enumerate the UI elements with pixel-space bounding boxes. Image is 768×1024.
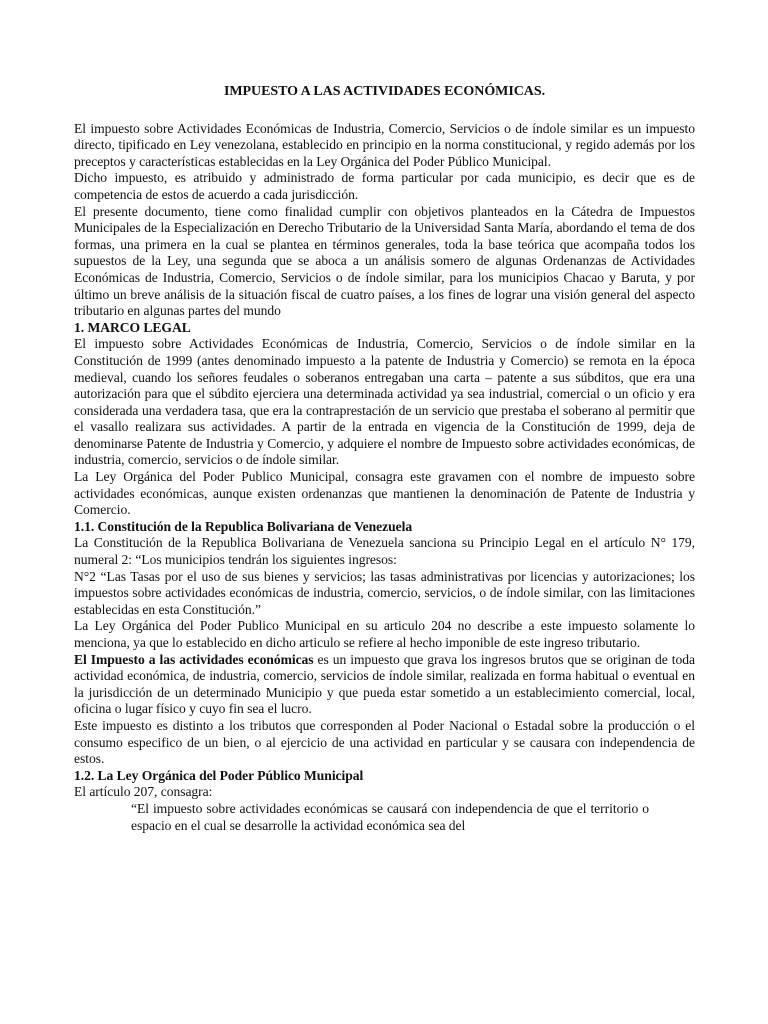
intro-paragraph-2: Dicho impuesto, es atribuido y administrado de forma particular por cada municipio, es decir que es de competencia de estos de acuerdo a cada jurisdicción. — [74, 170, 695, 202]
impuesto-definition-text: es un impuesto que grava los ingresos brutos que se originan de toda actividad económica, de industria, comercio, servicios de índole similar, realizada en forma habitual o eventual en la jurisdicción de un determinado Municipio y que pueda estar sometido a un establecimiento comercial, local, oficina o lugar físico y cuyo fin sea el lucro. — [74, 651, 695, 717]
constitucion-paragraph-5: Este impuesto es distinto a los tributos que corresponden al Poder Nacional o Estadal sobre la producción o el consumo especifico de un bien, o al ejercicio de una actividad en particular y se causara con independencia de estos. — [74, 717, 695, 767]
section-heading-ley-organica: 1.2. La Ley Orgánica del Poder Público Municipal — [74, 767, 364, 783]
section-heading-constitucion: 1.1. Constitución de la Republica Bolivariana de Venezuela — [74, 518, 413, 534]
marco-legal-paragraph-2: La Ley Orgánica del Poder Publico Municipal, consagra este gravamen con el nombre de impuesto sobre actividades económicas, aunque existen ordenanzas que mantienen la denominación de Patente de Industria y Comercio. — [74, 469, 695, 518]
ley-organica-paragraph-1: El artículo 207, consagra: — [74, 784, 213, 800]
ley-organica-quote: “El impuesto sobre actividades económicas se causará con independencia de que el territorio o espacio en el cual se desarrolle la actividad económica sea del — [131, 800, 649, 833]
intro-paragraph-1: El impuesto sobre Actividades Económicas de Industria, Comercio, Servicios o de índole similar es un impuesto directo, tipificado en Ley venezolana, establecido en principio en la norma constitucional, y regido además por los preceptos y características establecidas en la Ley Orgánica del Poder Público Municipal. — [74, 120, 695, 169]
document-title: IMPUESTO A LAS ACTIVIDADES ECONÓMICAS. — [223, 84, 546, 99]
marco-legal-paragraph-1: El impuesto sobre Actividades Económicas de Industria, Comercio, Servicios o de índole similar en la Constitución de 1999 (antes denominado impuesto a la patente de Industria y Comercio) se remota en la época medieval, cuando los señores feudales o soberanos entregaban una carta – patente a sus súbditos, que era una autorización para que el súbdito ejerciera una determinada actividad ya sea industrial, comercial o un oficio y era considerada una verdadera tasa, que era la contraprestación de un servicio que prestaba el soberano al permitir que el vasallo realizara sus actividades. A partir de la entrada en vigencia de la Constitución de 1999, deja de denominarse Patente de Industria y Comercio, y adquiere el nombre de Impuesto sobre actividades económicas, de industria, comercio, servicios o de índole similar. — [74, 336, 695, 468]
impuesto-bold-term: El Impuesto a las actividades económicas — [74, 651, 314, 667]
section-heading-marco-legal: 1. MARCO LEGAL — [74, 319, 191, 335]
intro-paragraph-3: El presente documento, tiene como finalidad cumplir con objetivos planteados en la Cátedra de Impuestos Municipales de la Especialización en Derecho Tributario de la Universidad Santa María, abordando el tema de dos formas, una primera en la cual se plantea en términos generales, toda la base teórica que acompaña todos los supuestos de la Ley, una segunda que se aboca a un análisis somero de algunas Ordenanzas de Actividades Económicas de Industria, Comercio, Servicios o de índole similar, para los municipios Chacao y Baruta, y por último un breve análisis de la situación fiscal de cuatro países, a los fines de lograr una visión general del aspecto tributario en algunas partes del mundo — [74, 203, 695, 319]
constitucion-paragraph-2: N°2 “Las Tasas por el uso de sus bienes y servicios; las tasas administrativas por licencias y autorizaciones; los impuestos sobre actividades económicas de industria, comercio, servicios, o de índole similar, con las limitaciones establecidas en esta Constitución.” — [74, 568, 695, 617]
constitucion-paragraph-1: La Constitución de la Republica Bolivariana de Venezuela sanciona su Principio Legal en el artículo N° 179, numeral 2: “Los municipios tendrán los siguientes ingresos: — [74, 535, 695, 568]
constitucion-paragraph-4 — [74, 652, 695, 718]
constitucion-paragraph-3: La Ley Orgánica del Poder Publico Municipal en su articulo 204 no describe a este impuesto solamente lo menciona, ya que lo establecido en dicho articulo se refiere al hecho imponible de este ingreso tributario. — [74, 618, 695, 650]
